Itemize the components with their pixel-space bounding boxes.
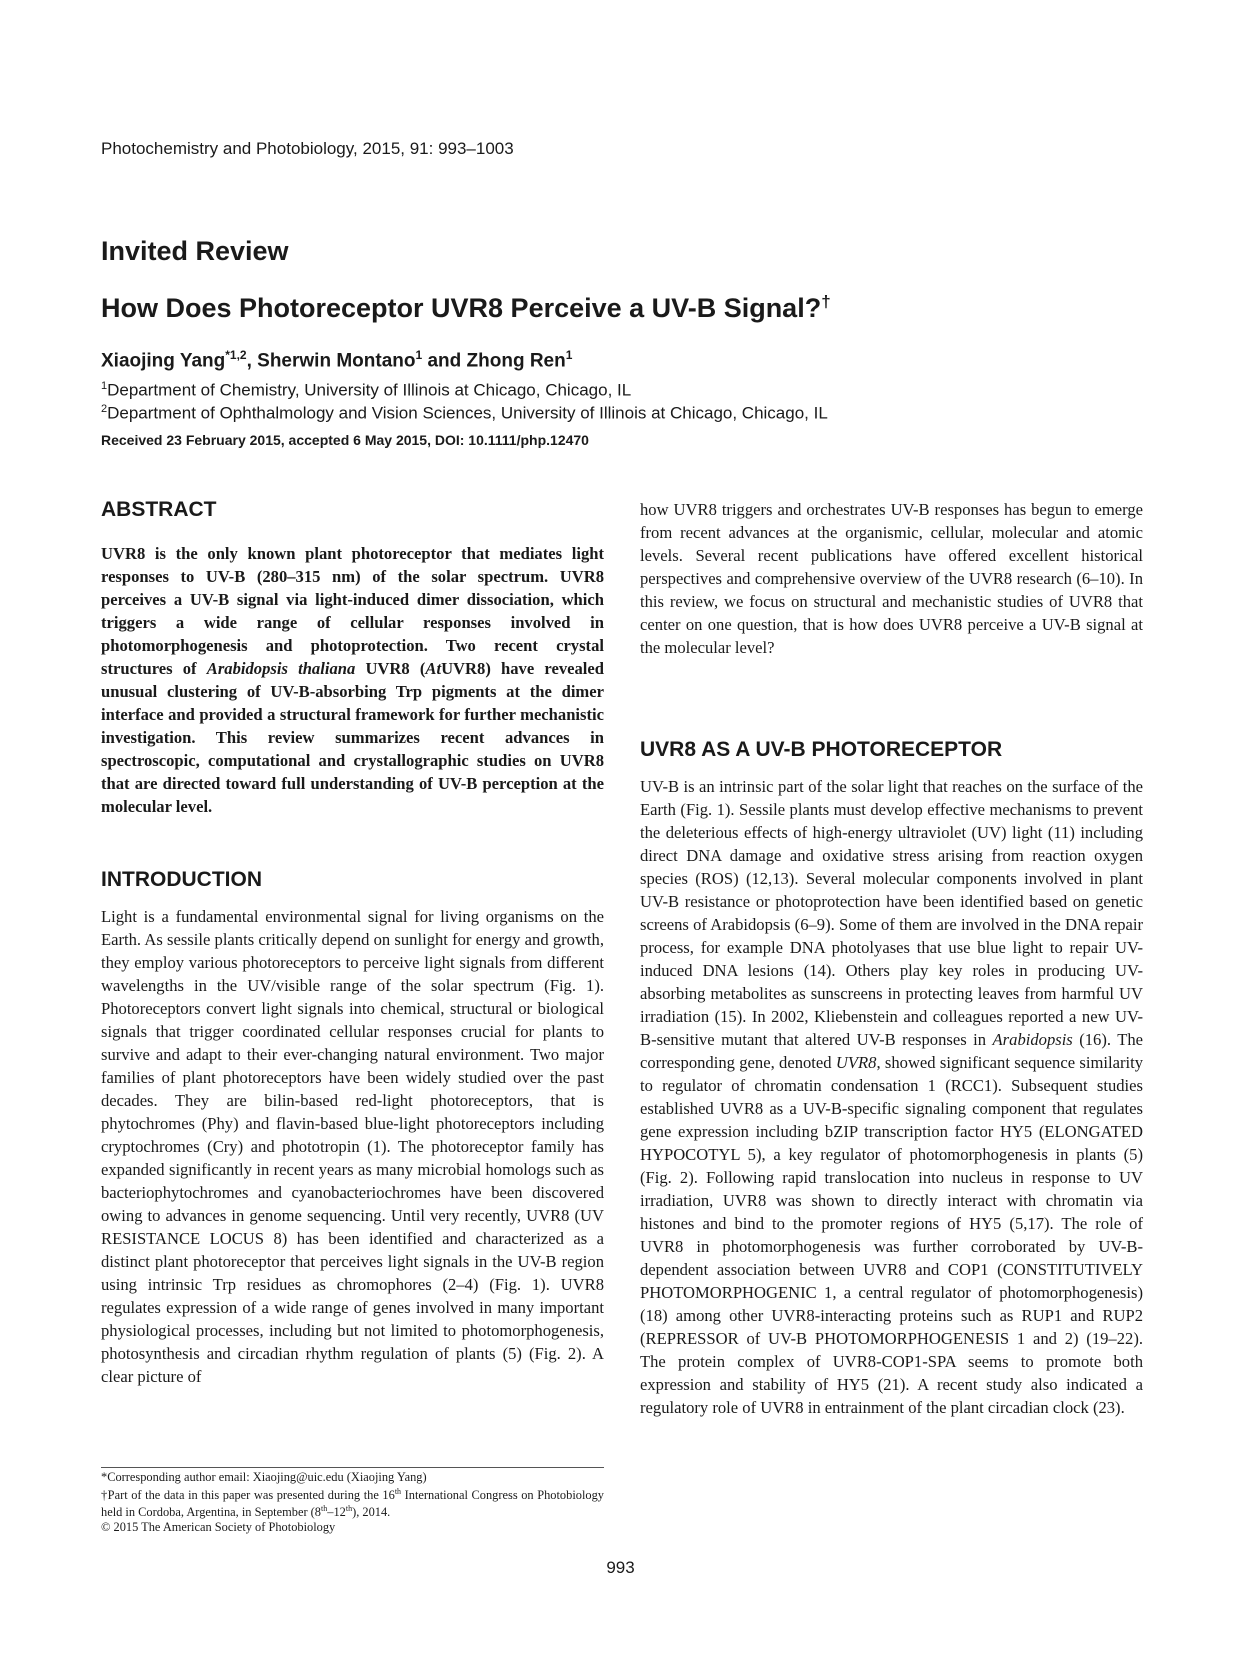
- affiliation-mark: 2: [101, 403, 108, 415]
- abstract-part: UVR8) have revealed unusual clustering of UV-B-absorbing Trp pigments at the dimer interface and provided a structural framework for further mechanistic investigation. This review summarizes recent advances in spectroscopic, computational and crystallographic studies on UVR8 that are directed toward full understanding of UV-B perception at the molecular level.: [101, 659, 604, 816]
- abstract-text: [101, 542, 604, 818]
- article-title: [101, 292, 831, 324]
- abstract-part: UVR8 is the only known plant photoreceptor that mediates light responses to UV-B (280–315 nm) of the solar spectrum. UVR8 perceives a UV-B signal via light-induced dimer dissociation, which triggers a wide range of cellular responses involved in photomorphogenesis and photoprotection. Two recent crystal structures of: [101, 544, 604, 678]
- section-uvr8-text: UV-B is an intrinsic part of the solar light that reaches on the surface of the Earth (Fig. 1). Sessile plants must develop effective mechanisms to prevent the deleterious effects of high-energy ultraviolet (UV) light (11) including direct DNA damage and oxidative stress arising from reaction oxygen species (ROS) (12,13). Several molecular components involved in plant UV-B resistance or photoprotection have been identified based on genetic screens of Arabidopsis (6–9). Some of them are involved in the DNA repair process, for example DNA photolyases that use blue light to repair UV-induced DNA lesions (14). Others play key roles in producing UV-absorbing metabolites as sunscreens in protecting leaves from harmful UV irradiation (15). In 2002, Kliebenstein and colleagues reported a new UV-B-sensitive mutant that altered UV-B responses in Arabidopsis (16). The corresponding gene, denoted UVR8, showed significant sequence similarity to regulator of chromatin condensation 1 (RCC1). Subsequent studies established UVR8 as a UV-B-specific signaling component that regulates gene expression including bZIP transcription factor HY5 (ELONGATED HYPOCOTYL 5), a key regulator of photomorphogenesis in plants (5) (Fig. 2). Following rapid translocation into nucleus in response to UV irradiation, UVR8 was shown to directly interact with chromatin via histones and bind to the promoter regions of HY5 (5,17). The role of UVR8 in photomorphogenesis was further corroborated by UV-B-dependent association between UVR8 and COP1 (CONSTITUTIVELY PHOTOMORPHOGENIC 1, a central regulator of photomorphogenesis) (18) among other UVR8-interacting proteins such as RUP1 and RUP2 (REPRESSOR of UV-B PHOTOMORPHOGENESIS 1 and 2) (19–22). The protein complex of UVR8-COP1-SPA seems to promote both expression and stability of HY5 (21). A recent study also indicated a regulatory role of UVR8 in entrainment of the plant circadian clock (23).: [640, 777, 1144, 1417]
- title-dagger: †: [821, 292, 831, 311]
- copyright-note: © 2015 The American Society of Photobiology: [101, 1519, 336, 1534]
- author-mark: 1: [565, 348, 573, 362]
- received-line: Received 23 February 2015, accepted 6 May 2015, DOI: 10.1111/php.12470: [101, 432, 589, 448]
- footnote-divider: [101, 1467, 604, 1468]
- title-text: How Does Photoreceptor UVR8 Perceive a UV-B Signal?: [101, 293, 822, 323]
- abstract-species: Arabidopsis thaliana: [206, 659, 356, 678]
- affiliation-mark: 1: [101, 380, 108, 392]
- author-name: Xiaojing Yang: [101, 350, 226, 372]
- footnotes: [101, 1470, 604, 1534]
- running-head: Photochemistry and Photobiology, 2015, 91: 993–1003: [101, 139, 514, 158]
- introduction-continued-paragraph: how UVR8 triggers and orchestrates UV-B responses has begun to emerge from recent advances at the organismic, cellular, molecular and atomic levels. Several recent publications have offered excellent historical perspectives and comprehensive overview of the UVR8 research (6–10). In this review, we focus on structural and mechanistic studies of UVR8 that center on one question, that is how does UVR8 perceive a UV-B signal at the molecular level?: [640, 500, 1143, 657]
- introduction-paragraph: Light is a fundamental environmental signal for living organisms on the Earth. As sessile plants critically depend on sunlight for energy and growth, they employ various photoreceptors to perceive light signals from different wavelengths in the UV/visible range of the solar spectrum (Fig. 1). Photoreceptors convert light signals into chemical, structural or biological signals that trigger coordinated cellular responses crucial for plants to survive and adapt to their ever-changing natural environment. Two major families of plant photoreceptors have been widely studied over the past decades. They are bilin-based red-light photoreceptors, that is phytochromes (Phy) and flavin-based blue-light photoreceptors including cryptochromes (Cry) and phototropin (1). The photoreceptor family has expanded significantly in recent years as many microbial homologs such as bacteriophytochromes and cyanobacteriochromes have been discovered owing to advances in genome sequencing. Until very recently, UVR8 (UV RESISTANCE LOCUS 8) has been identified and characterized as a distinct plant photoreceptor that perceives light signals in the UV-B region using intrinsic Trp residues as chromophores (2–4) (Fig. 1). UVR8 regulates expression of a wide range of genes involved in many important physiological processes, including but not limited to photomorphogenesis, photosynthesis and circadian rhythm regulation of plants (5) (Fig. 2). A clear picture of: [101, 907, 604, 1386]
- section-uvr8-heading: UVR8 AS A UV-B PHOTORECEPTOR: [640, 738, 1003, 761]
- abstract-heading: ABSTRACT: [101, 498, 217, 521]
- author-name: Sherwin Montano: [257, 350, 416, 372]
- italic-gene-name: UVR8: [835, 1053, 877, 1072]
- italic-arabidopsis: Arabidopsis: [992, 1030, 1073, 1049]
- author-name: Zhong Ren: [466, 350, 566, 372]
- introduction-heading: INTRODUCTION: [101, 868, 262, 891]
- author-mark: *1,2: [225, 348, 247, 362]
- author-separator: ,: [246, 350, 258, 372]
- affiliation-text: Department of Chemistry, University of Illinois at Chicago, Chicago, IL: [107, 380, 632, 400]
- introduction-continued: [640, 498, 1143, 659]
- article-type-label: Invited Review: [101, 236, 289, 266]
- affiliation: [101, 380, 631, 401]
- author-mark: 1: [415, 348, 423, 362]
- introduction-text: [101, 905, 604, 1388]
- abstract-at-prefix: At: [425, 659, 442, 678]
- presentation-note: †Part of the data in this paper was presented during the 16th International Congress on Photobiology held in Cordoba, Argentina, in September (8th–12th), 2014.: [101, 1486, 604, 1520]
- affiliation: [101, 403, 828, 424]
- author-separator: and: [422, 350, 467, 372]
- corresponding-author-note: *Corresponding author email: Xiaojing@uic.edu (Xiaojing Yang): [101, 1470, 427, 1484]
- abstract-part: UVR8 (: [355, 659, 426, 678]
- affiliation-text: Department of Ophthalmology and Vision Sciences, University of Illinois at Chicago, Chicago, IL: [107, 403, 828, 423]
- author-list: [101, 348, 572, 372]
- page-number: 993: [606, 1558, 635, 1577]
